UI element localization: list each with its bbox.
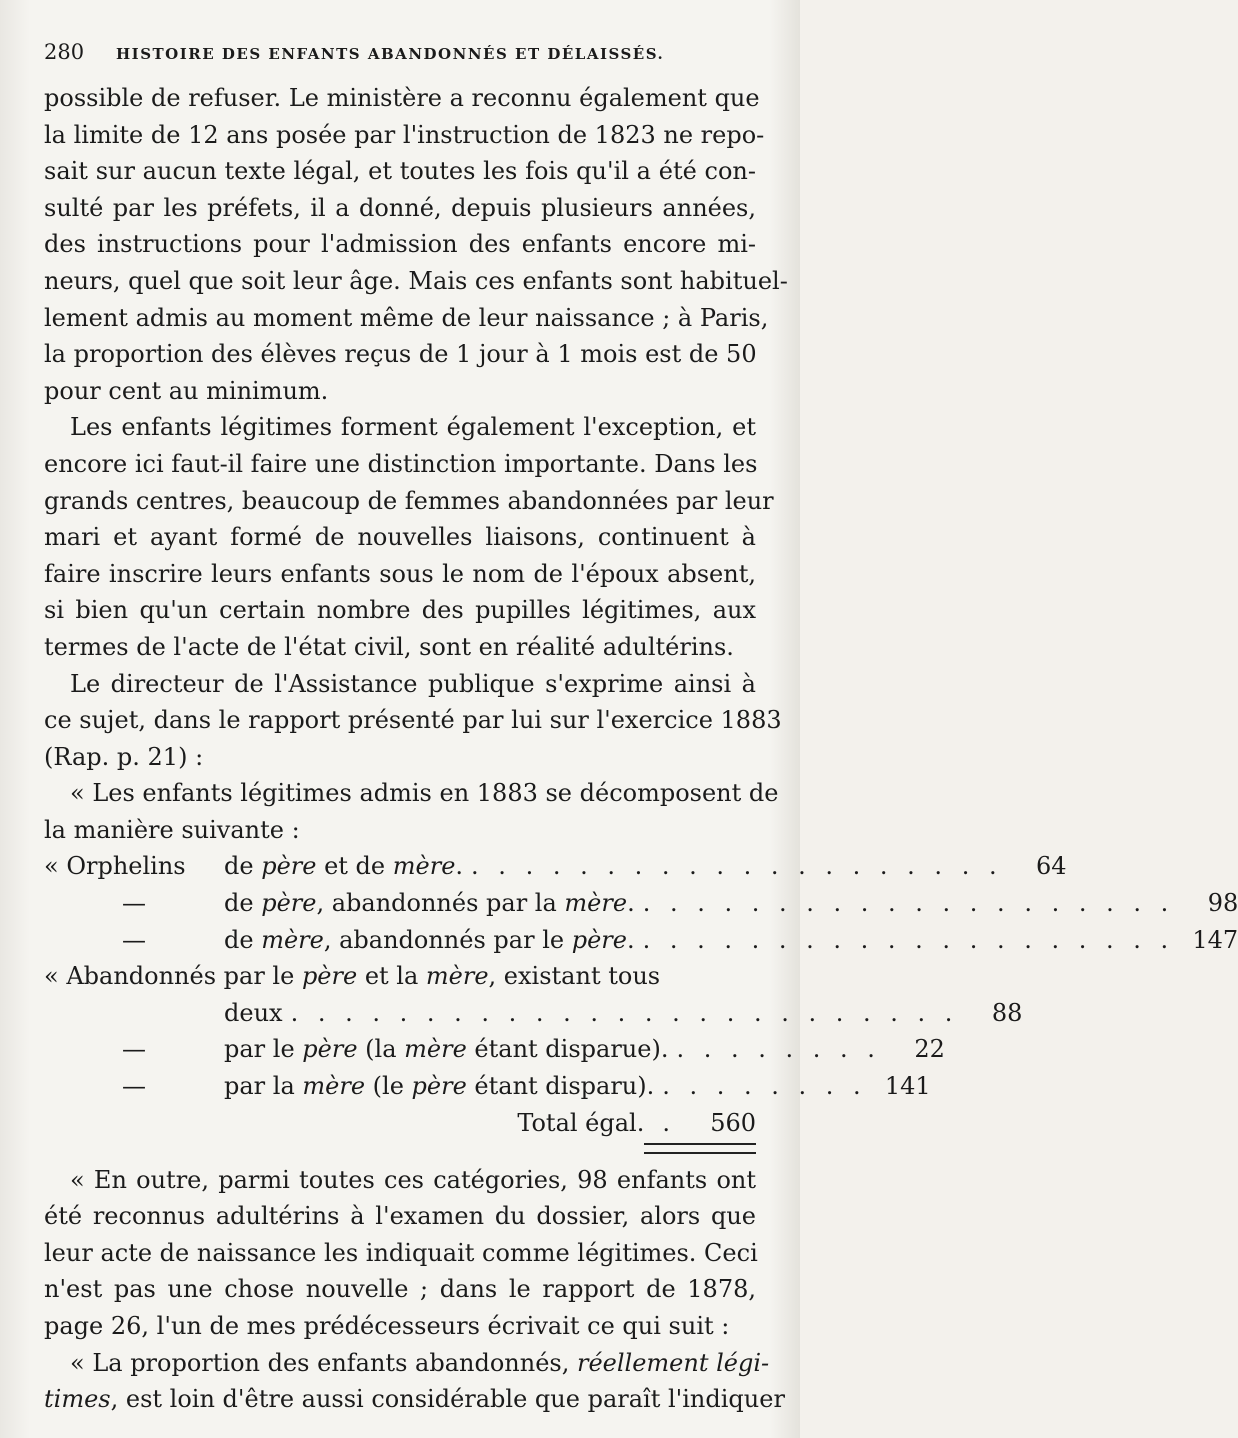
text-line: encore ici faut-il faire une distinction importante. Dans les — [44, 449, 758, 478]
text-line: faire inscrire leurs enfants sous le nom de l'époux absent, — [44, 559, 756, 588]
table-row — [44, 922, 1238, 959]
text-line: pour cent au minimum. — [44, 376, 329, 405]
row-text: par le père (la mère étant disparue). — [224, 1035, 669, 1064]
row-text: « Abandonnés par le père et la mère, existant tous — [44, 962, 661, 991]
row-value: 147 — [1192, 925, 1238, 954]
double-rule — [644, 1143, 756, 1154]
text-line: neurs, quel que soit leur âge. Mais ces enfants sont habituel- — [44, 266, 788, 295]
total-label: Total égal. — [517, 1108, 645, 1137]
table-row — [44, 1031, 945, 1068]
table-row — [44, 958, 756, 995]
text-line: mari et ayant formé de nouvelles liaisons, continuent à — [44, 523, 756, 552]
row-text: deux — [224, 998, 283, 1027]
row-text: de mère, abandonnés par le père. — [224, 925, 635, 954]
paragraph-2 — [44, 409, 774, 665]
leader-dots: . . . . . . . . . . . . . . . . . . . . — [471, 852, 1003, 881]
text-line: des instructions pour l'admission des enfants encore mi- — [44, 230, 756, 259]
paragraph-4 — [44, 775, 779, 848]
leader-dots: . . . . . . . . . . . . . . . . . . . . . . . . . — [290, 998, 959, 1027]
text-line: sulté par les préfets, il a donné, depuis plusieurs années, — [44, 193, 756, 222]
text-line: page 26, l'un de mes prédécesseurs écrivait ce qui suit : — [44, 1312, 730, 1340]
text-line: ce sujet, dans le rapport présenté par lui sur l'exercice 1883 — [44, 706, 782, 735]
row-value: 88 — [991, 998, 1023, 1027]
text-line: termes de l'acte de l'état civil, sont en réalité adultérins. — [44, 632, 734, 661]
table-row — [44, 995, 1023, 1032]
text-line: n'est pas une chose nouvelle ; dans le rapport de 1878, — [44, 1275, 756, 1304]
text-line: leur acte de naissance les indiquait comme légitimes. Ceci — [44, 1238, 758, 1267]
text-line: lement admis au moment même de leur naissance ; à Paris, — [44, 303, 769, 332]
row-label: « Orphelins — [44, 852, 186, 881]
row-label: — — [122, 1035, 146, 1064]
text-line: la proportion des élèves reçus de 1 jour à 1 mois est de 50 — [44, 340, 757, 369]
table-row — [44, 885, 1238, 922]
text-line: « En outre, parmi toutes ces catégories, 98 enfants ont — [70, 1165, 756, 1194]
row-text: de père, abandonnés par la mère. — [224, 889, 635, 918]
row-label: — — [122, 889, 146, 918]
running-title: HISTOIRE DES ENFANTS ABANDONNÉS ET DÉLAISSÉS. — [116, 45, 665, 63]
row-value: 22 — [914, 1035, 945, 1064]
paragraph-5 — [44, 1162, 756, 1345]
text-line: si bien qu'un certain nombre des pupilles légitimes, aux — [44, 596, 756, 625]
body-text — [44, 80, 1238, 1418]
text-line: grands centres, beaucoup de femmes abandonnées par leur — [44, 486, 774, 515]
table-row — [44, 848, 1067, 885]
page-header — [44, 40, 756, 74]
row-value: 141 — [884, 1072, 931, 1101]
leader-dots: . . . . . . . . . . . . . . . . . . . . — [642, 925, 1175, 954]
total-value: 560 — [710, 1108, 756, 1137]
row-label: — — [122, 925, 146, 954]
row-value: 64 — [1036, 852, 1067, 881]
text-line: (Rap. p. 21) : — [44, 742, 204, 771]
text-line: « La proportion des enfants abandonnés, réellement légi- — [70, 1348, 770, 1377]
paragraph-1 — [44, 80, 788, 409]
text-line: times, est loin d'être aussi considérable que paraît l'indiquer — [44, 1385, 785, 1414]
leader-dots: . . . . . . . . . . . . . . . . . . . . — [642, 889, 1175, 918]
row-text: par la mère (le père étant disparu). — [224, 1072, 655, 1101]
row-label: — — [122, 1072, 146, 1101]
page-number: 280 — [44, 40, 85, 64]
text-line: Le directeur de l'Assistance publique s'exprime ainsi à — [70, 669, 756, 698]
leader-dots: . — [662, 1108, 670, 1137]
text-line: été reconnus adultérins à l'examen du dossier, alors que — [44, 1202, 756, 1231]
text-line: « Les enfants légitimes admis en 1883 se décomposent de — [70, 779, 779, 808]
paragraph-3 — [44, 666, 782, 776]
row-text: de père et de mère. — [224, 852, 464, 881]
text-line: la limite de 12 ans posée par l'instruction de 1823 ne repo- — [44, 120, 765, 149]
total-row — [44, 1105, 756, 1147]
text-line: possible de refuser. Le ministère a reconnu également que — [44, 84, 760, 112]
leader-dots: . . . . . . . . — [676, 1035, 881, 1064]
row-value: 98 — [1207, 889, 1238, 918]
paragraph-6 — [44, 1345, 785, 1418]
table-row — [44, 1068, 931, 1105]
leader-dots: . . . . . . . . — [662, 1072, 867, 1101]
text-line: Les enfants légitimes forment également l'exception, et — [70, 413, 756, 442]
text-line: la manière suivante : — [44, 815, 300, 844]
text-line: sait sur aucun texte légal, et toutes les fois qu'il a été con- — [44, 157, 756, 186]
statistics-table — [44, 848, 1238, 1153]
